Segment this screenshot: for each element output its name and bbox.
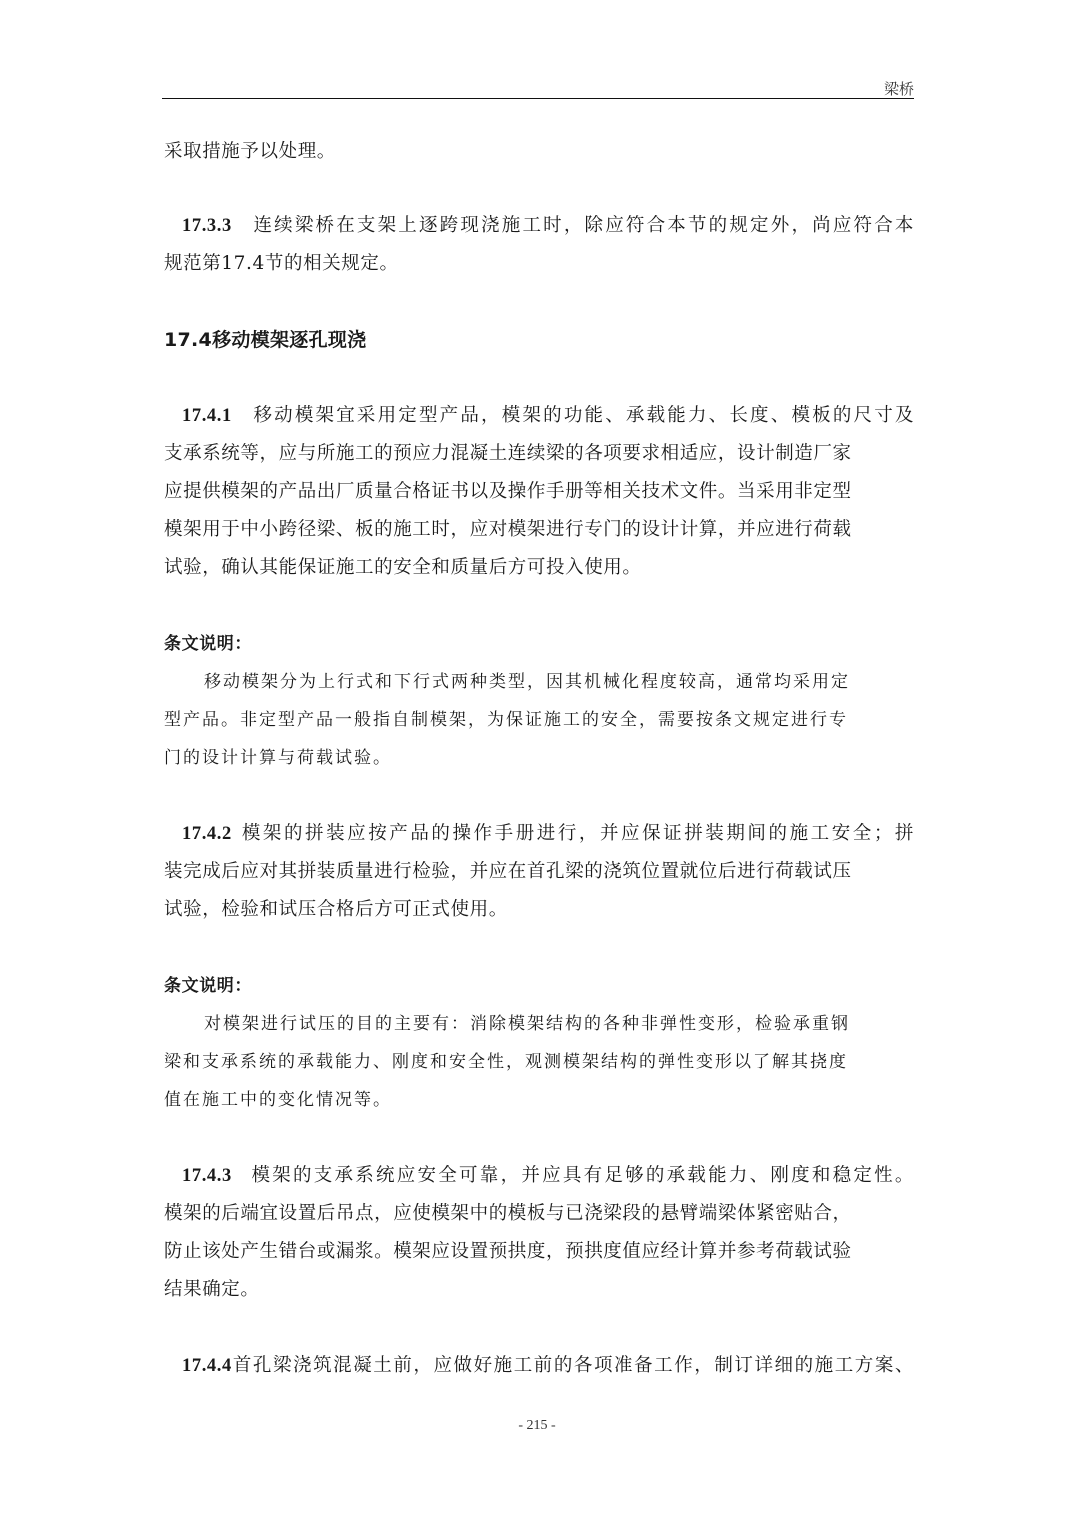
- note-label: 条文说明：: [164, 634, 252, 654]
- clause-number: 17.4.4: [182, 1356, 232, 1376]
- clause-number: 17.4.3: [182, 1166, 232, 1186]
- note-text: 移动模架分为上行式和下行式两种类型，因其机械化程度较高，通常均采用定: [204, 672, 850, 692]
- note-label: 条文说明：: [164, 976, 252, 996]
- page-number: - 215 -: [518, 1418, 556, 1433]
- running-header-title: 梁桥: [883, 80, 914, 98]
- header-rule: [162, 98, 914, 99]
- paragraph-continuation: 采取措施予以处理。: [164, 141, 336, 162]
- clause-17-4-3: 17.4.3 模架的支承系统应安全可靠，并应具有足够的承载能力、刚度和稳定性。: [182, 1165, 914, 1186]
- clause-17-4-4: 17.4.4首孔梁浇筑混凝土前，应做好施工前的各项准备工作，制订详细的施工方案、: [182, 1355, 914, 1376]
- clause-17-3-3: 17.3.3 连续梁桥在支架上逐跨现浇施工时，除应符合本节的规定外，尚应符合本: [182, 215, 914, 236]
- clause-number: 17.3.3: [182, 216, 232, 236]
- section-heading: 17.4移动模架逐孔现浇: [164, 329, 367, 351]
- clause-17-4-2: 17.4.2 模架的拼装应按产品的操作手册进行，并应保证拼装期间的施工安全；拼: [182, 823, 914, 844]
- note-text: 对模架进行试压的目的主要有：消除模架结构的各种非弹性变形，检验承重钢: [204, 1014, 850, 1034]
- clause-number: 17.4.1: [182, 406, 232, 426]
- clause-number: 17.4.2: [182, 824, 232, 844]
- clause-17-4-1: 17.4.1 移动模架宜采用定型产品，模架的功能、承载能力、长度、模板的尺寸及: [182, 405, 914, 426]
